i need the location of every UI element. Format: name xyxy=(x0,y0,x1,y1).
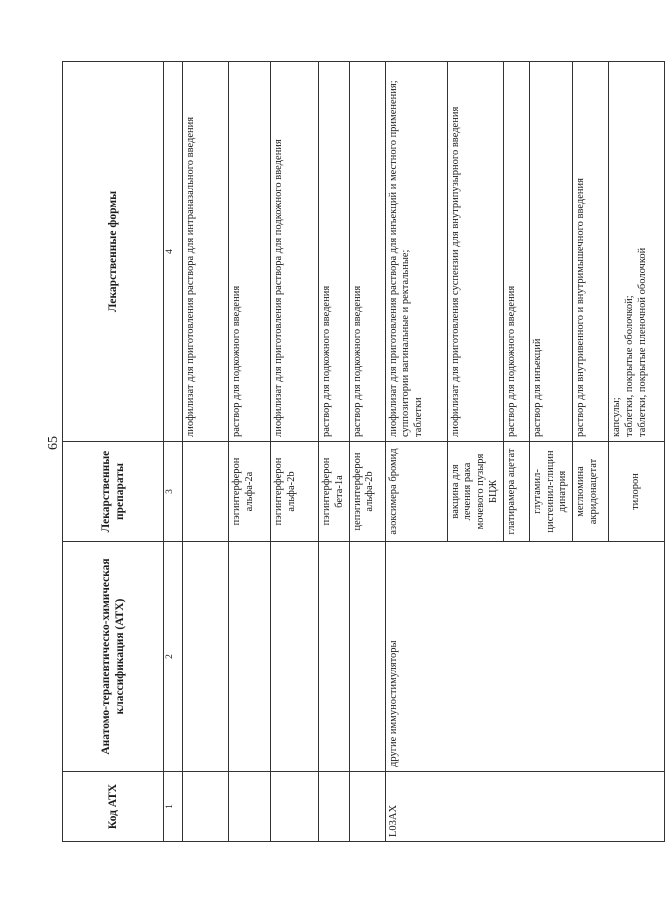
dosage-form-cell: раствор для подкожного введения xyxy=(229,62,271,442)
table-row xyxy=(183,62,229,842)
table-row xyxy=(229,62,271,842)
page-number: 65 xyxy=(46,436,61,450)
header-atc-code: Код АТХ xyxy=(63,772,164,842)
dosage-form-cell: раствор для подкожного введения xyxy=(319,62,350,442)
atc-table xyxy=(62,61,665,842)
drug-cell: пэгинтерферон альфа-2b xyxy=(271,442,319,542)
dosage-form-cell: раствор для подкожного введения xyxy=(503,62,529,442)
header-dosage-forms: Лекарственные формы xyxy=(63,62,164,442)
atc-class-cell xyxy=(349,542,385,772)
column-number: 1 xyxy=(164,772,183,842)
dosage-form-cell: раствор для внутривенного и внутримышечного введения xyxy=(573,62,609,442)
atc-code-cell xyxy=(271,772,319,842)
table-row xyxy=(319,62,350,842)
drug-cell: глутамил-цистеинил-глицин динатрия xyxy=(529,442,572,542)
drug-cell: пэгинтерферон бета-1а xyxy=(319,442,350,542)
atc-class-cell xyxy=(229,542,271,772)
atc-class-cell xyxy=(271,542,319,772)
drug-cell: цепэгинтерферон альфа-2b xyxy=(349,442,385,542)
atc-class-cell: другие иммуностимуляторы xyxy=(385,542,665,772)
dosage-form-cell: лиофилизат для приготовления раствора для подкожного введения xyxy=(271,62,319,442)
atc-class-cell xyxy=(319,542,350,772)
atc-code-cell: L03AX xyxy=(385,772,665,842)
table-row xyxy=(385,62,447,842)
atc-code-cell xyxy=(349,772,385,842)
atc-class-cell xyxy=(183,542,229,772)
atc-code-cell xyxy=(229,772,271,842)
table-row xyxy=(349,62,385,842)
drug-cell xyxy=(183,442,229,542)
dosage-form-cell: лиофилизат для приготовления раствора для интраназального введения xyxy=(183,62,229,442)
atc-table-container xyxy=(62,62,648,842)
dosage-form-cell: лиофилизат для приготовления суспензии для внутрипузырного введения xyxy=(447,62,503,442)
dosage-form-cell: лиофилизат для приготовления раствора для инъекций и местного применения; суппозитории вагинальные и ректальные; таблетки xyxy=(385,62,447,442)
column-number: 4 xyxy=(164,62,183,442)
header-row xyxy=(63,62,164,842)
column-number: 3 xyxy=(164,442,183,542)
drug-cell: азоксимера бромид xyxy=(385,442,447,542)
dosage-form-cell: раствор для подкожного введения xyxy=(349,62,385,442)
header-drugs: Лекарственные препараты xyxy=(63,442,164,542)
atc-code-cell xyxy=(319,772,350,842)
drug-cell: тилорон xyxy=(609,442,665,542)
drug-cell: меглюмина акридонацетат xyxy=(573,442,609,542)
column-number-row xyxy=(164,62,183,842)
table-row xyxy=(271,62,319,842)
header-atc-classification: Анатомо-терапевтическо-химическая классификация (АТХ) xyxy=(63,542,164,772)
drug-cell: глатирамера ацетат xyxy=(503,442,529,542)
dosage-form-cell: раствор для инъекций xyxy=(529,62,572,442)
drug-cell: пэгинтерферон альфа-2а xyxy=(229,442,271,542)
drug-cell: вакцина для лечения рака мочевого пузыря БЦЖ xyxy=(447,442,503,542)
dosage-form-cell: капсулы; таблетки, покрытые оболочкой; таблетки, покрытые пленочной оболочкой xyxy=(609,62,665,442)
atc-code-cell xyxy=(183,772,229,842)
column-number: 2 xyxy=(164,542,183,772)
